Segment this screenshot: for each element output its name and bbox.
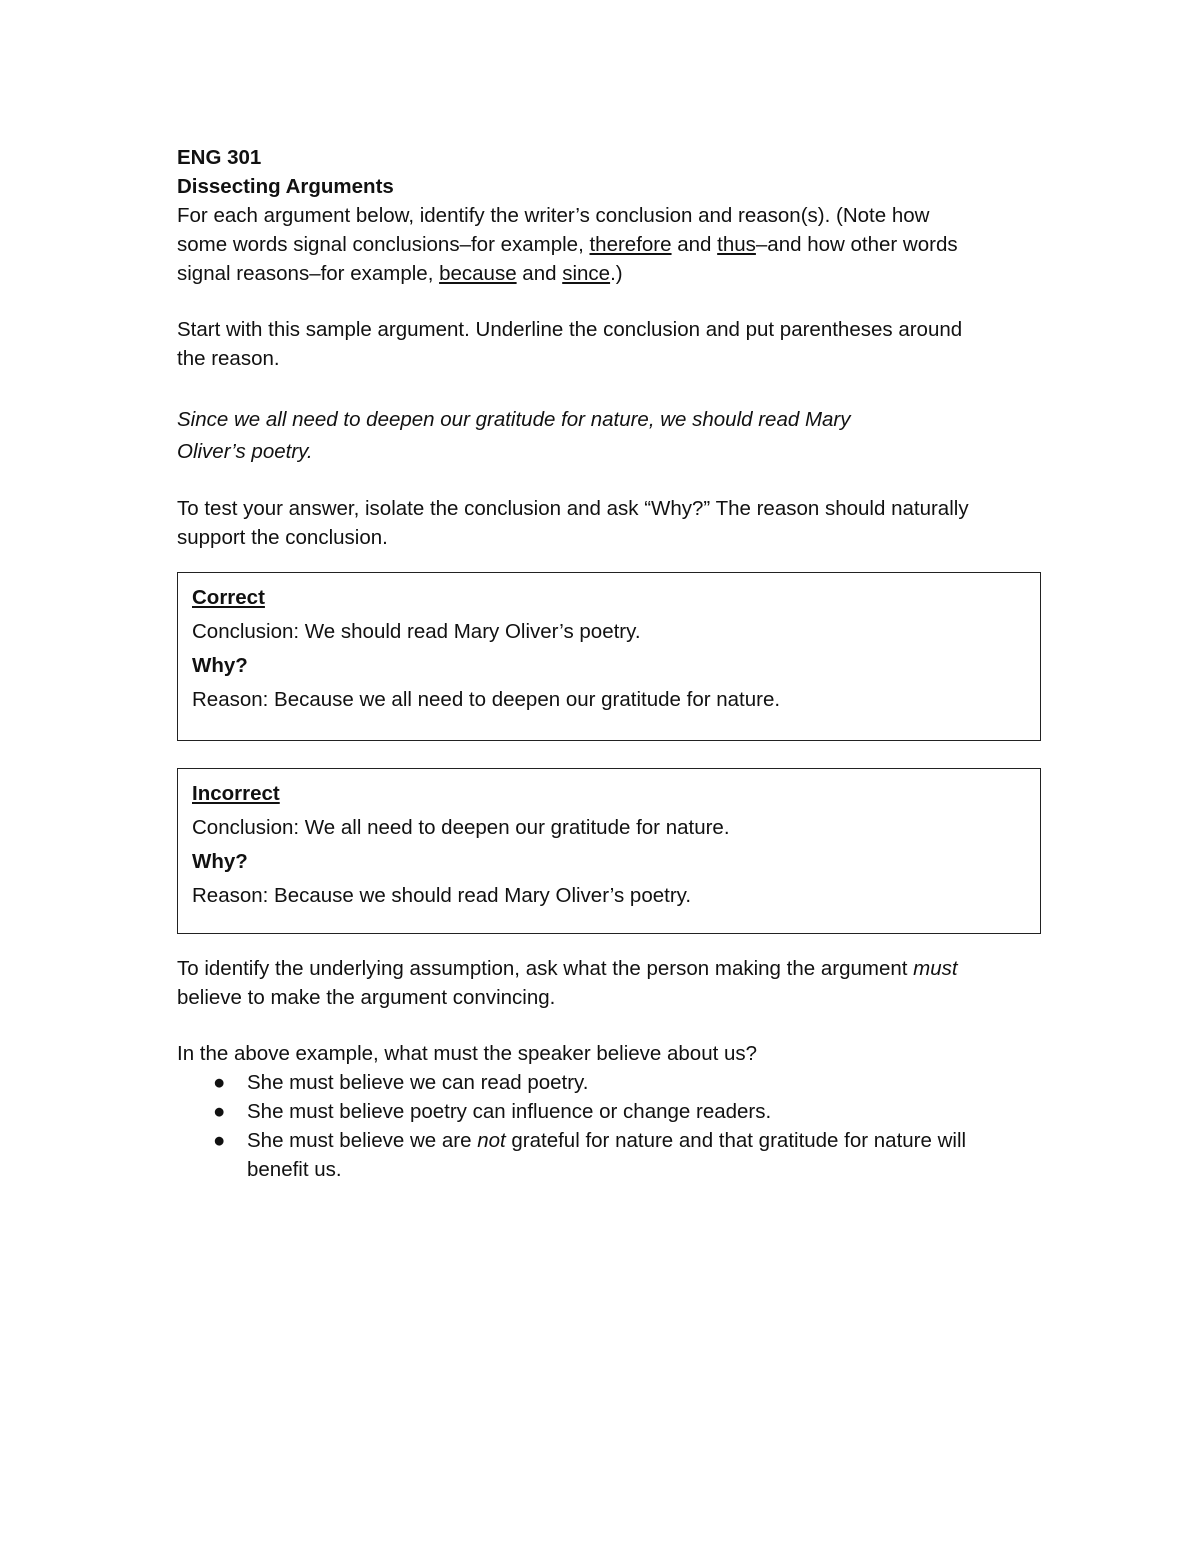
intro-line-2: some words signal conclusions–for example, therefore and thus–and how other words: [177, 233, 958, 256]
incorrect-conclusion: Conclusion: We all need to deepen our gratitude for nature.: [192, 816, 730, 839]
correct-conclusion: Conclusion: We should read Mary Oliver’s poetry.: [192, 620, 641, 643]
document-page: [177, 143, 1043, 1184]
bullet-icon: ●: [213, 1071, 226, 1094]
assumption-list: [177, 1068, 1043, 1184]
worksheet-title: Dissecting Arguments: [177, 175, 394, 198]
sample-argument: Since we all need to deepen our gratitude for nature, we should read Mary Oliver’s poetry.: [177, 408, 851, 463]
bullet-icon: ●: [213, 1129, 226, 1152]
emphasis-not: not: [477, 1129, 506, 1152]
assumption-paragraph: To identify the underlying assumption, ask what the person making the argument must believe to make the argument convincing.: [177, 957, 958, 1009]
intro-line-1: For each argument below, identify the writer’s conclusion and reason(s). (Note how: [177, 204, 930, 227]
keyword-thus: thus: [717, 233, 756, 256]
emphasis-must: must: [913, 957, 958, 980]
intro-line-3: signal reasons–for example, because and since.): [177, 262, 623, 285]
keyword-since: since: [562, 262, 611, 285]
course-code: ENG 301: [177, 146, 262, 169]
keyword-therefore: therefore: [589, 233, 672, 256]
incorrect-heading: Incorrect: [192, 782, 280, 805]
keyword-because: because: [439, 262, 517, 285]
intro-paragraph: [177, 201, 1043, 288]
correct-heading: Correct: [192, 586, 265, 609]
correct-reason: Reason: Because we all need to deepen our gratitude for nature.: [192, 688, 781, 711]
bullet-icon: ●: [213, 1100, 226, 1123]
question-text: In the above example, what must the speaker believe about us?: [177, 1042, 758, 1065]
test-paragraph: To test your answer, isolate the conclusion and ask “Why?” The reason should naturally support the conclusion.: [177, 497, 969, 549]
incorrect-example-box: [177, 768, 1041, 934]
correct-example-box: [177, 572, 1041, 741]
list-item: ● She must believe we are not grateful for nature and that gratitude for nature will benefit us.: [177, 1126, 1043, 1184]
incorrect-why: Why?: [192, 850, 248, 873]
list-item: ● She must believe we can read poetry.: [177, 1068, 1043, 1097]
list-item: ● She must believe poetry can influence or change readers.: [177, 1097, 1043, 1126]
incorrect-reason: Reason: Because we should read Mary Oliver’s poetry.: [192, 884, 692, 907]
correct-why: Why?: [192, 654, 248, 677]
instruction-paragraph: Start with this sample argument. Underline the conclusion and put parentheses around the reason.: [177, 318, 963, 370]
